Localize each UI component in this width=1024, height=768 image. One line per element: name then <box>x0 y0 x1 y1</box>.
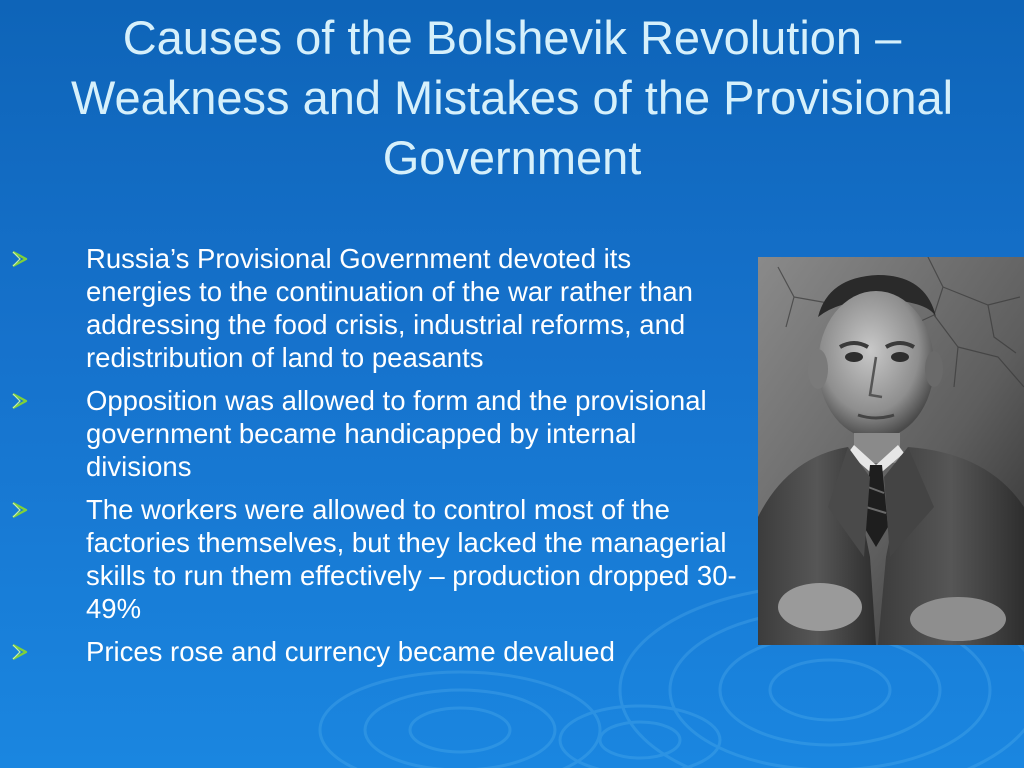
bullet-item <box>0 384 740 483</box>
bullet-text: The workers were allowed to control most of the factories themselves, but they lacked the managerial skills to run them effectively – production dropped 30-49% <box>86 494 737 624</box>
bullet-list <box>0 242 740 678</box>
arrow-bullet-icon <box>10 392 30 410</box>
bullet-text: Prices rose and currency became devalued <box>86 636 615 667</box>
arrow-bullet-icon <box>10 501 30 519</box>
arrow-bullet-icon <box>10 250 30 268</box>
bullet-item <box>0 635 740 668</box>
arrow-bullet-icon <box>10 643 30 661</box>
bullet-text: Russia’s Provisional Government devoted its energies to the continuation of the war rather than addressing the food crisis, industrial reforms, and redistribution of land to peasants <box>86 243 693 373</box>
bullet-text: Opposition was allowed to form and the provisional government became handicapped by internal divisions <box>86 385 707 482</box>
bullet-item <box>0 493 740 625</box>
portrait-photo <box>758 257 1024 645</box>
slide-title: Causes of the Bolshevik Revolution – Weakness and Mistakes of the Provisional Government <box>70 11 954 184</box>
bullet-item <box>0 242 740 374</box>
